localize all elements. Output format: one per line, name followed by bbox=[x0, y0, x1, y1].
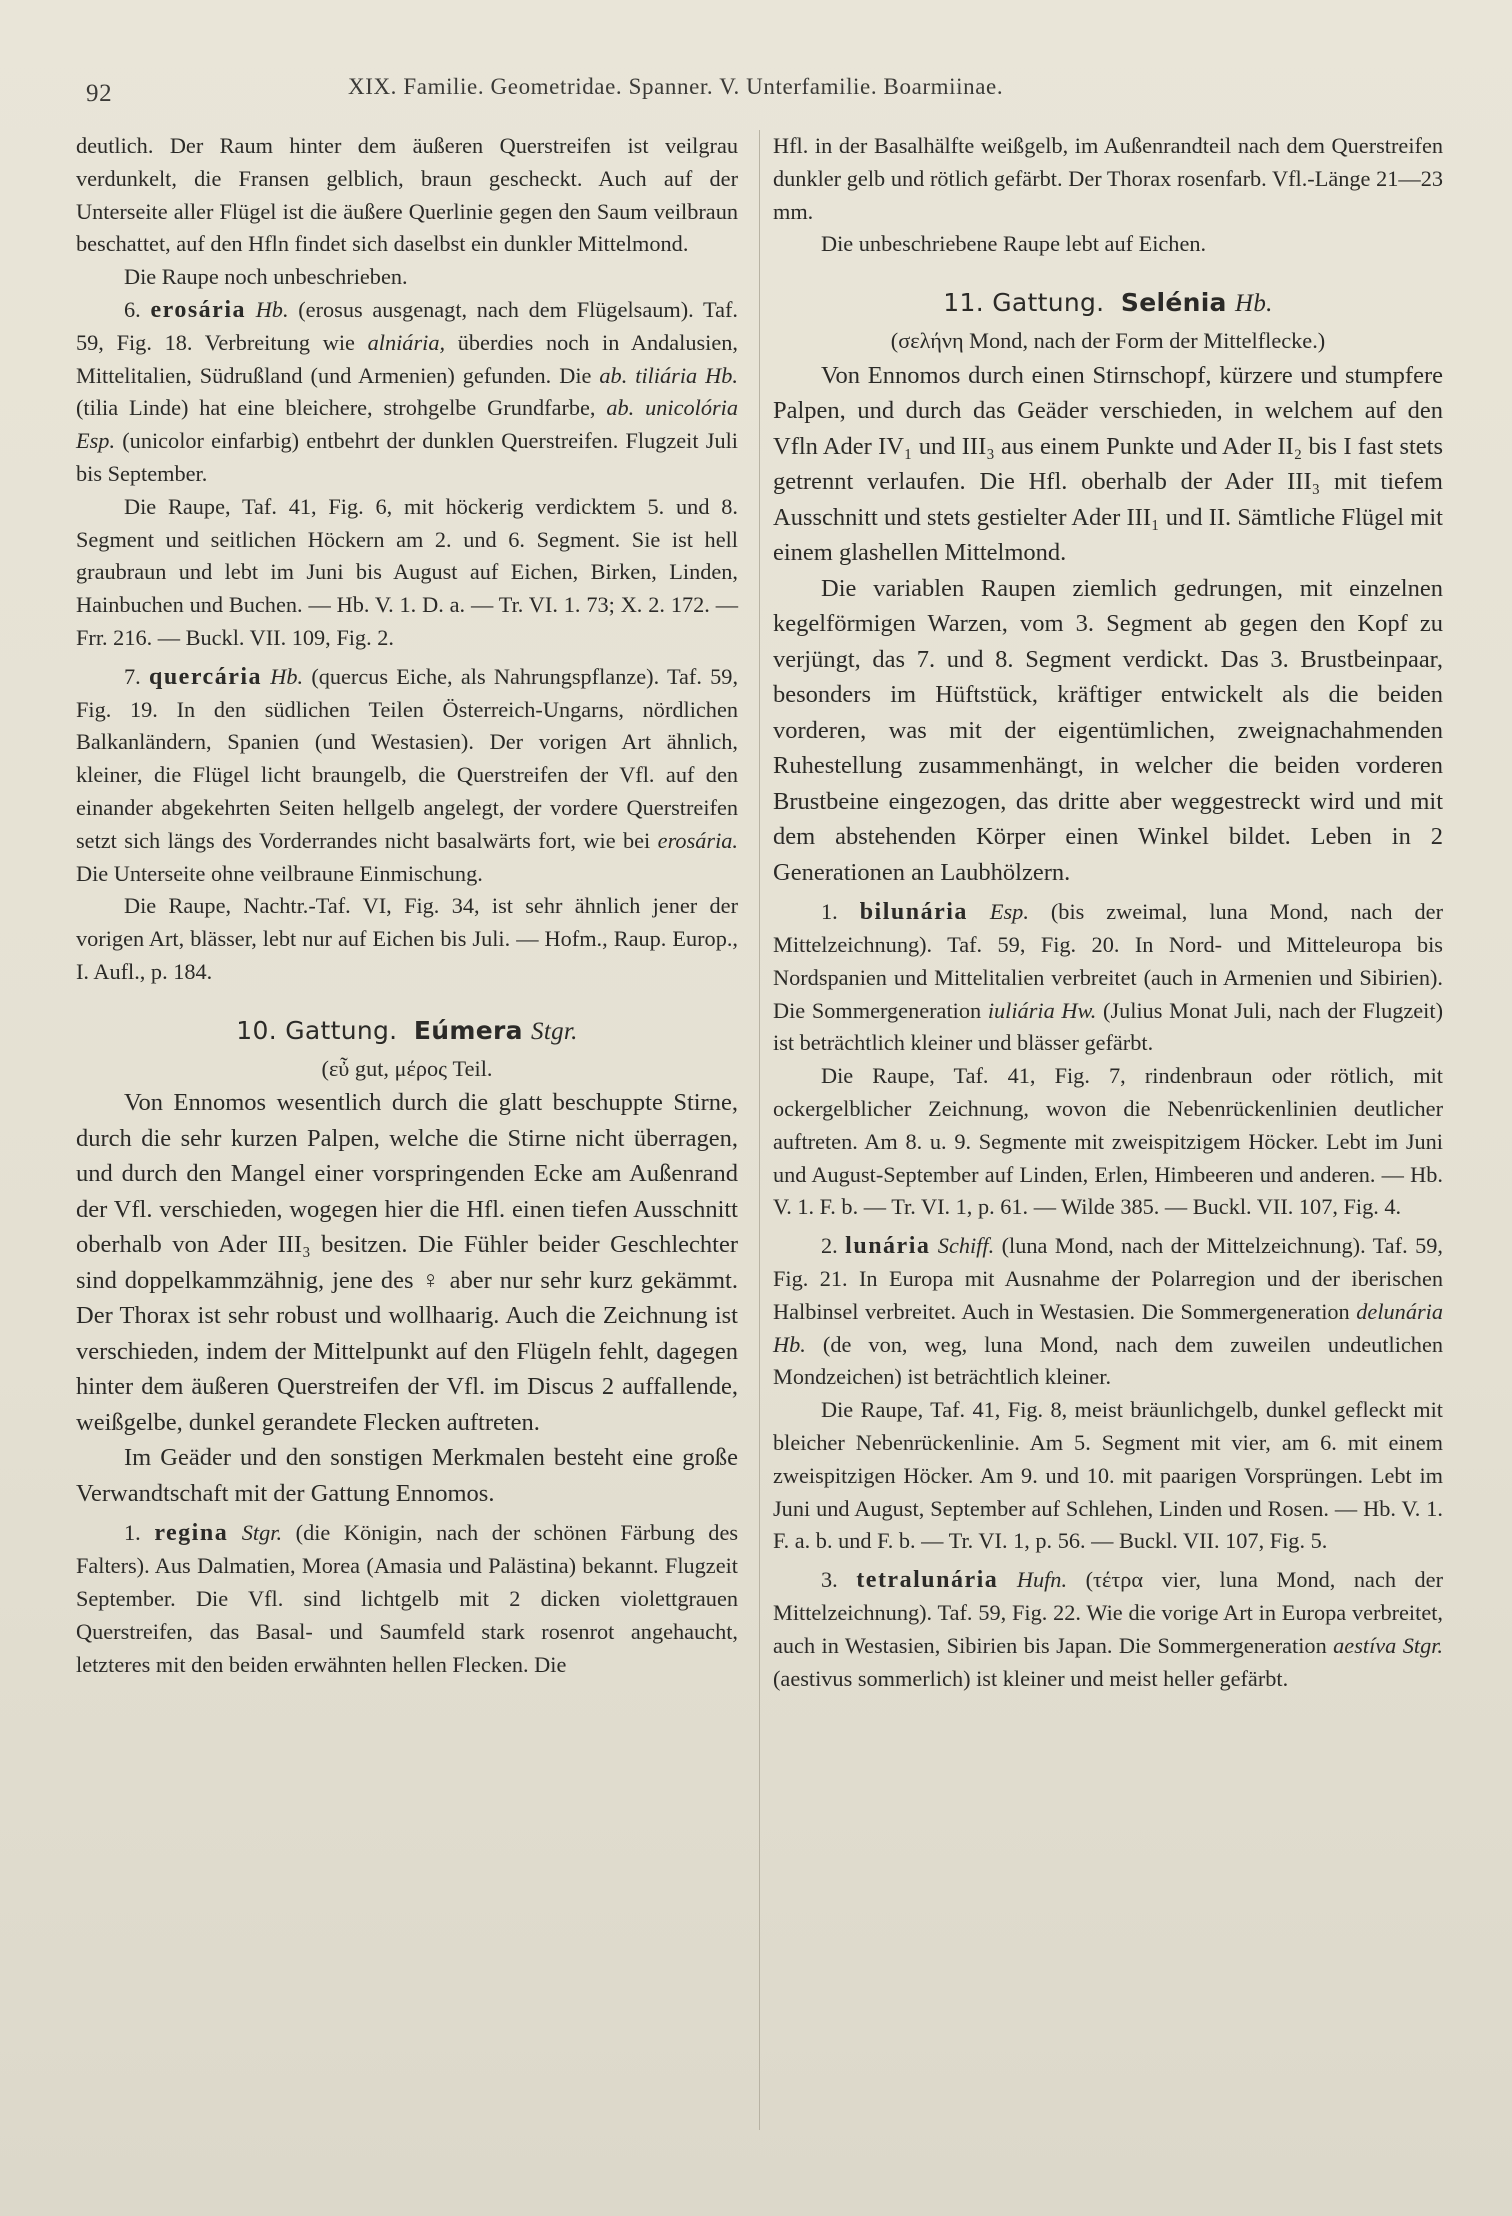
species-text: (Julius Monat Juli, nach der Flugzeit) ist beträchtlich kleiner und blässer gefärbt. bbox=[773, 997, 1443, 1056]
genus-author: Hb. bbox=[1234, 290, 1273, 318]
paragraph: Die Raupe noch unbeschrieben. bbox=[124, 264, 408, 290]
genus-name: Eúmera bbox=[413, 1015, 523, 1045]
species-text: Die Unterseite ohne veilbraune Einmischung. bbox=[76, 860, 483, 886]
page-number: 92 bbox=[86, 80, 113, 107]
species-author: Hb. bbox=[270, 663, 304, 689]
species-name: quercária bbox=[148, 663, 263, 690]
species-text: (quercus Eiche, als Nahrungspflanze). Taf. 59, Fig. 19. In den südlichen Teilen Österreich-Ungarns, nördlichen Balkanländern, Spanien (und Westasien). Der vorigen Art ähnlich, kleiner, die Flügel licht braungelb, die Querstreifen der Vfl. auf den einander abgekehrten Seiten hellgelb angelegt, der vordere Querstreifen setzt sich längs des Vorderrandes nicht basalwärts fort, wie bei bbox=[76, 663, 739, 853]
column-divider bbox=[759, 130, 760, 2130]
paragraph: Die unbeschriebene Raupe lebt auf Eichen. bbox=[821, 231, 1207, 257]
species-number: 6. bbox=[124, 296, 141, 322]
species-text: (de von, weg, luna Mond, nach dem zuweilen undeutlichen Mondzeichen) ist beträchtlich kleiner. bbox=[773, 1331, 1443, 1390]
species-text: (unicolor einfarbig) entbehrt der dunklen Querstreifen. Flugzeit Juli bis September. bbox=[76, 428, 738, 486]
species-number: 1. bbox=[124, 1520, 141, 1546]
species-text: (aestivus sommerlich) ist kleiner und meist heller gefärbt. bbox=[773, 1665, 1289, 1691]
genus-etymology: (εὖ gut, μέρος Teil. bbox=[321, 1055, 493, 1081]
paragraph: Von Ennomos wesentlich durch die glatt beschuppte Stirne, durch die sehr kurzen Palpen, welche die Stirne nicht überragen, und durch den Mangel einer vorspringenden Ecke am Außenrand der Vfl. verschieden, wogegen hier die Hfl. einen tiefen Ausschnitt oberhalb von Ader III₃ besitzen. Die Fühler beider Geschlechter sind doppelkammzähnig, jene des ♀ aber nur sehr kurz gekämmt. Der Thorax ist sehr robust und wollhaarig. Auch die Zeichnung ist verschieden, indem der Mittelpunkt auf den Flügeln fehlt, dagegen hinter dem äußeren Querstreifen der Vfl. im Discus 2 auffallende, weißgelbe, dunkel gerandete Flecken auftreten. bbox=[76, 1089, 738, 1436]
paragraph: Die Raupe, Nachtr.-Taf. VI, Fig. 34, ist sehr ähnlich jener der vorigen Art, blässer, lebt nur auf Eichen bis Juli. — Hofm., Raup. Europ., I. Aufl., p. 184. bbox=[76, 893, 738, 984]
species-number: 3. bbox=[821, 1567, 838, 1593]
species-text: (luna Mond, nach der Mittelzeichnung). Taf. 59, Fig. 21. In Europa mit Ausnahme der Polarregion und der iberischen Halbinsel verbreitet. Auch in Westasien. Die Sommergeneration bbox=[773, 1233, 1443, 1324]
genus-etymology: (σελήνη Mond, nach der Form der Mittelflecke.) bbox=[890, 327, 1326, 353]
species-number: 7. bbox=[124, 663, 141, 689]
genus-heading-eumera bbox=[76, 1015, 738, 1049]
species-author: Schiff. bbox=[937, 1233, 995, 1259]
species-entry-regina bbox=[76, 1517, 738, 1681]
species-author: Stgr. bbox=[241, 1520, 283, 1546]
species-author: Hb. bbox=[255, 296, 289, 322]
genus-label: 11. Gattung. bbox=[943, 288, 1105, 318]
species-ref: delunária Hb. bbox=[773, 1298, 1443, 1357]
paragraph: Die Raupe, Taf. 41, Fig. 7, rindenbraun oder rötlich, mit ockergelblicher Zeichnung, wovon die Nebenrückenlinien deutlicher auftreten. Am 8. u. 9. Segmente mit zweispitzigem Höcker. Lebt im Juni und August-September auf Linden, Erlen, Himbeeren und anderen. — Hb. V. 1. F. b. — Tr. VI. 1, p. 61. — Wilde 385. — Buckl. VII. 107, Fig. 4. bbox=[773, 1063, 1443, 1220]
species-text: (die Königin, nach der schönen Färbung des Falters). Aus Dalmatien, Morea (Amasia und Palästina) bekannt. Flugzeit September. Die Vfl. sind lichtgelb mit 2 dicken violettgrauen Querstreifen, das Basal- und Saumfeld stark rosenrot angehaucht, letzteres mit den beiden erwähnten hellen Flecken. Die bbox=[76, 1520, 739, 1677]
species-entry-erosaria bbox=[76, 294, 738, 491]
species-text: (τέτρα vier, luna Mond, nach der Mittelzeichnung). Taf. 59, Fig. 22. Wie die vorige Art in Europa verbreitet, auch in Westasien, Sibirien bis Japan. Die Sommergeneration bbox=[773, 1567, 1444, 1658]
genus-label: 10. Gattung. bbox=[236, 1015, 398, 1045]
left-column bbox=[76, 130, 738, 1681]
species-ref: iuliária Hw. bbox=[987, 997, 1097, 1023]
species-number: 1. bbox=[821, 899, 838, 925]
species-text: überdies noch in Andalusien, Mittelitalien, Südrußland (und Armenien) gefunden. Die bbox=[76, 329, 738, 388]
species-entry-lunaria bbox=[773, 1230, 1443, 1394]
running-title: XIX. Familie. Geometridae. Spanner. V. Unterfamilie. Boarmiinae. bbox=[348, 74, 1004, 99]
species-ref: ab. unicolória Esp. bbox=[76, 395, 738, 454]
paragraph: deutlich. Der Raum hinter dem äußeren Querstreifen ist veilgrau verdunkelt, die Fransen gelblich, braun gescheckt. Auch auf der Unterseite aller Flügel ist die äußere Querlinie gegen den Saum veilbraun beschattet, auf den Hfln findet sich daselbst ein dunkler Mittelmond. bbox=[76, 133, 738, 257]
species-name: lunária bbox=[845, 1233, 931, 1260]
genus-heading-selenia bbox=[773, 287, 1443, 321]
species-ref: aestíva Stgr. bbox=[1333, 1632, 1443, 1658]
page-header bbox=[86, 68, 1426, 108]
species-ref: ab. tiliária Hb. bbox=[599, 362, 738, 388]
species-entry-tetralunaria bbox=[773, 1564, 1443, 1695]
species-text: (bis zweimal, luna Mond, nach der Mittelzeichnung). Taf. 59, Fig. 20. In Nord- und Mitteleuropa bis Nordspanien und Mittelitalien verbreitet (auch in Armenien und Sibirien). Die Sommergeneration bbox=[773, 899, 1444, 1023]
species-entry-bilunaria bbox=[773, 896, 1443, 1060]
species-ref: alniária, bbox=[367, 329, 446, 355]
species-name: bilunária bbox=[859, 899, 968, 926]
genus-author: Stgr. bbox=[531, 1017, 578, 1045]
genus-name: Selénia bbox=[1120, 288, 1227, 318]
species-entry-quercaria bbox=[76, 661, 738, 891]
species-ref: erosária. bbox=[657, 827, 738, 853]
species-name: erosária bbox=[150, 296, 246, 323]
species-name: regina bbox=[154, 1520, 229, 1547]
paragraph: Hfl. in der Basalhälfte weißgelb, im Außenrandteil nach dem Querstreifen dunkler gelb und rötlich gefärbt. Der Thorax rosenfarb. Vfl.-Länge 21—23 mm. bbox=[773, 133, 1443, 224]
right-column bbox=[773, 130, 1443, 1695]
species-text: (erosus ausgenagt, nach dem Flügelsaum). Taf. 59, Fig. 18. Verbreitung wie bbox=[76, 296, 739, 355]
paragraph: Die Raupe, Taf. 41, Fig. 6, mit höckerig verdicktem 5. und 8. Segment und seitlichen Höckern am 2. und 6. Segment. Sie ist hell graubraun und lebt im Juni bis August auf Eichen, Birken, Linden, Hainbuchen und Buchen. — Hb. V. 1. D. a. — Tr. VI. 1. 73; X. 2. 172. — Frr. 216. — Buckl. VII. 109, Fig. 2. bbox=[76, 493, 738, 650]
species-author: Hufn. bbox=[1016, 1567, 1068, 1593]
paragraph: Im Geäder und den sonstigen Merkmalen besteht eine große Verwandtschaft mit der Gattung Ennomos. bbox=[76, 1444, 738, 1507]
species-name: tetralunária bbox=[856, 1567, 999, 1594]
species-text: (tilia Linde) hat eine bleichere, strohgelbe Grundfarbe, bbox=[76, 395, 607, 421]
paragraph: Die variablen Raupen ziemlich gedrungen, mit einzelnen kegelförmigen Warzen, vom 3. Segment ab gegen den Kopf zu verjüngt, das 7. und 8. Segment verdickt. Das 3. Brustbeinpaar, besonders im Hüftstück, kräftiger entwickelt als die beiden vorderen, was mit der eigentümlichen, zweignachahmenden Ruhestellung zusammenhängt, in welcher die beiden vorderen Brustbeine eingezogen, das dritte aber weggestreckt wird und mit dem abstehenden Körper einen Winkel bildet. Leben in 2 Generationen an Laubhölzern. bbox=[773, 574, 1443, 886]
species-author: Esp. bbox=[989, 899, 1029, 925]
paragraph: Von Ennomos durch einen Stirnschopf, kürzere und stumpfere Palpen, und durch das Geäder verschieden, in welchem auf den Vfln Ader IV₁ und III₃ aus einem Punkte und Ader II₂ bis I fast stets getrennt verlaufen. Die Hfl. oberhalb der Ader III₃ mit tiefem Ausschnitt und stets gestielter Ader III₁ und II. Sämtliche Flügel mit einem glashellen Mittelmond. bbox=[773, 361, 1443, 567]
paragraph: Die Raupe, Taf. 41, Fig. 8, meist bräunlichgelb, dunkel gefleckt mit bleicher Nebenrückenlinie. Am 5. Segment mit vier, am 6. mit einem zweispitzigen Höcker. Am 9. und 10. mit paarigen Vorsprüngen. Lebt im Juni und August, September auf Schlehen, Linden und Rosen. — Hb. V. 1. F. a. b. und F. b. — Tr. VI. 1, p. 56. — Buckl. VII. 107, Fig. 5. bbox=[773, 1397, 1443, 1554]
species-number: 2. bbox=[821, 1233, 838, 1259]
